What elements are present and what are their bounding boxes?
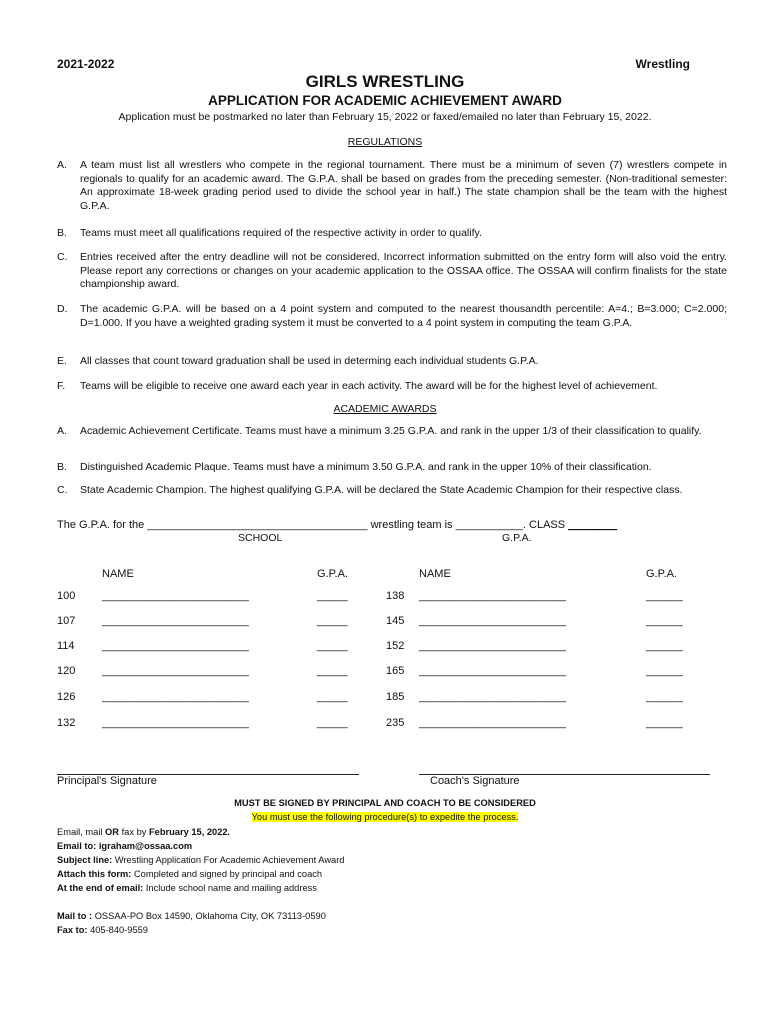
wrestler-name-field[interactable]: ________________________	[419, 590, 566, 602]
school-sub-label: SCHOOL	[238, 532, 283, 544]
submit-method-c: fax by	[119, 827, 149, 837]
wrestler-gpa-field[interactable]: ______	[646, 640, 683, 652]
regulation-a	[57, 159, 727, 213]
wrestler-gpa-field[interactable]: _____	[317, 665, 348, 677]
submit-method-a: Email, mail	[57, 827, 106, 837]
mail-to-value: OSSAA-PO Box 14590, Oklahoma City, OK 73113-0590	[94, 911, 326, 921]
end-of-email-label: At the end of email:	[57, 883, 146, 893]
gpa-prefix: The G.P.A. for the	[57, 519, 145, 531]
name-header-left: NAME	[102, 568, 134, 580]
wrestler-gpa-field[interactable]: ______	[646, 717, 683, 729]
regulation-letter: F.	[57, 380, 66, 392]
awards-heading: ACADEMIC AWARDS	[333, 403, 437, 415]
award-b	[57, 461, 727, 475]
weight-class-left: 100	[57, 590, 76, 602]
expedite-note-wrap	[0, 811, 770, 825]
school-name-field[interactable]: ____________________________________	[147, 519, 368, 531]
wrestler-gpa-field[interactable]: ______	[646, 615, 683, 627]
regulation-e	[57, 355, 727, 369]
regulation-text: Teams will be eligible to receive one award each year in each activity. The award will be for the highest level of achievement.	[80, 380, 658, 392]
class-label: . CLASS	[522, 519, 566, 531]
weight-class-right: 152	[386, 640, 405, 652]
wrestler-gpa-field[interactable]: ______	[646, 665, 683, 677]
gpa-header-right: G.P.A.	[646, 568, 677, 580]
wrestler-name-field[interactable]: ________________________	[419, 640, 566, 652]
subject-label: Subject line:	[57, 855, 115, 865]
deadline-note: Application must be postmarked no later than February 15, 2022 or faxed/emailed no later than February 15, 2022.	[118, 111, 652, 123]
wrestler-gpa-field[interactable]: ______	[646, 691, 683, 703]
wrestler-name-field[interactable]: ________________________	[419, 665, 566, 677]
wrestler-name-field[interactable]: ________________________	[102, 590, 249, 602]
class-field[interactable]: ________	[568, 519, 618, 531]
weight-class-right: 138	[386, 590, 405, 602]
award-c	[57, 484, 727, 498]
regulation-text: A team must list all wrestlers who compete in the regional tournament. There must be a minimum of seven (7) wrestlers compete in regionals to qualify for an academic award. The G.P.A. shall be based on grades from the preceding semester. (Non-traditional semester: An approximate 18-week grading period used to divide the school year in half.) The state champion shall be the team with the highest G.P.A.	[80, 159, 727, 212]
wrestler-name-field[interactable]: ________________________	[419, 615, 566, 627]
name-header-right: NAME	[419, 568, 451, 580]
must-sign-note: MUST BE SIGNED BY PRINCIPAL AND COACH TO BE CONSIDERED	[234, 798, 536, 808]
regulation-letter: B.	[57, 227, 67, 239]
wrestler-name-field[interactable]: ________________________	[102, 615, 249, 627]
weight-class-right: 165	[386, 665, 405, 677]
wrestler-gpa-field[interactable]: _____	[317, 640, 348, 652]
wrestler-name-field[interactable]: ________________________	[419, 691, 566, 703]
award-letter: C.	[57, 484, 68, 496]
wrestler-gpa-field[interactable]: _____	[317, 590, 348, 602]
regulation-letter: C.	[57, 251, 68, 263]
form-subtitle: APPLICATION FOR ACADEMIC ACHIEVEMENT AWARD	[208, 93, 562, 108]
principal-signature-label: Principal's Signature	[57, 775, 157, 787]
fax-label: Fax to:	[57, 925, 91, 935]
regulation-text: All classes that count toward graduation shall be used in determing each individual students G.P.A.	[80, 355, 539, 367]
award-text: Academic Achievement Certificate. Teams must have a minimum 3.25 G.P.A. and rank in the upper 1/3 of their classification to qualify.	[80, 425, 702, 437]
weight-class-left: 126	[57, 691, 76, 703]
weight-class-right: 185	[386, 691, 405, 703]
form-title: GIRLS WRESTLING	[305, 72, 465, 91]
attach-value: Completed and signed by principal and coach	[133, 869, 323, 879]
regulation-c	[57, 251, 727, 292]
submit-method-or: OR	[105, 827, 119, 837]
regulation-f	[57, 380, 727, 394]
regulation-letter: A.	[57, 159, 67, 171]
wrestler-name-field[interactable]: ________________________	[419, 717, 566, 729]
team-gpa-field[interactable]: ___________	[455, 519, 523, 531]
attach-line	[57, 868, 322, 882]
email-label: Email to:	[57, 841, 99, 851]
regulation-text: The academic G.P.A. will be based on a 4 point system and computed to the nearest thousandth percentile: A=4.; B=3.000; C=2.000; D=1.000. If you have a weighted grading system it must be converted to a 4 point system in computing the team G.P.A.	[80, 303, 727, 329]
wrestler-name-field[interactable]: ________________________	[102, 717, 249, 729]
expedite-note: You must use the following procedure(s) to expedite the process.	[251, 812, 519, 822]
regulation-letter: E.	[57, 355, 67, 367]
weight-class-left: 107	[57, 615, 76, 627]
award-letter: B.	[57, 461, 67, 473]
school-year: 2021-2022	[57, 57, 115, 71]
award-text: State Academic Champion. The highest qualifying G.P.A. will be declared the State Academic Champion for their respective class.	[80, 484, 683, 496]
regulation-letter: D.	[57, 303, 68, 315]
wrestler-gpa-field[interactable]: _____	[317, 717, 348, 729]
weight-class-right: 145	[386, 615, 405, 627]
wrestler-name-field[interactable]: ________________________	[102, 640, 249, 652]
gpa-header-left: G.P.A.	[317, 568, 348, 580]
email-address-link[interactable]: igraham@ossaa.com	[98, 841, 193, 851]
end-of-email-line	[57, 882, 317, 896]
weight-class-right: 235	[386, 717, 405, 729]
fax-value: 405-840-9559	[90, 925, 148, 935]
mail-to-line	[57, 910, 326, 924]
subject-value: Wrestling Application For Academic Achievement Award	[114, 855, 345, 865]
end-of-email-value: Include school name and mailing address	[145, 883, 317, 893]
award-text: Distinguished Academic Plaque. Teams must have a minimum 3.50 G.P.A. and rank in the upper 10% of their classification.	[80, 461, 652, 473]
wrestler-gpa-field[interactable]: _____	[317, 691, 348, 703]
mail-to-label: Mail to :	[57, 911, 95, 921]
gpa-middle-text: wrestling team is	[370, 519, 453, 531]
regulations-heading: REGULATIONS	[347, 136, 423, 148]
weight-class-left: 132	[57, 717, 76, 729]
gpa-statement	[57, 519, 617, 531]
wrestler-name-field[interactable]: ________________________	[102, 665, 249, 677]
subject-line	[57, 854, 344, 868]
regulation-d	[57, 303, 727, 330]
wrestler-name-field[interactable]: ________________________	[102, 691, 249, 703]
regulation-b	[57, 227, 727, 241]
weight-class-left: 114	[57, 640, 75, 652]
submit-deadline: February 15, 2022.	[148, 827, 231, 837]
submit-method-line	[57, 826, 230, 840]
regulation-text: Entries received after the entry deadline will not be considered. Incorrect information submitted on the entry form will also void the entry. Please report any corrections or changes on your academic application to the OSSAA office. The OSSAA will confirm finalists for the state championship award.	[80, 251, 727, 291]
award-letter: A.	[57, 425, 67, 437]
regulation-text: Teams must meet all qualifications required of the respective activity in order to qualify.	[80, 227, 482, 239]
weight-class-left: 120	[57, 665, 76, 677]
wrestler-gpa-field[interactable]: _____	[317, 615, 348, 627]
sport-label: Wrestling	[635, 57, 690, 71]
wrestler-gpa-field[interactable]: ______	[646, 590, 683, 602]
attach-label: Attach this form:	[57, 869, 134, 879]
award-a	[57, 425, 727, 439]
email-line	[57, 840, 192, 854]
fax-line	[57, 924, 148, 938]
gpa-sub-label: G.P.A.	[502, 532, 532, 544]
coach-signature-label: Coach's Signature	[430, 775, 520, 787]
